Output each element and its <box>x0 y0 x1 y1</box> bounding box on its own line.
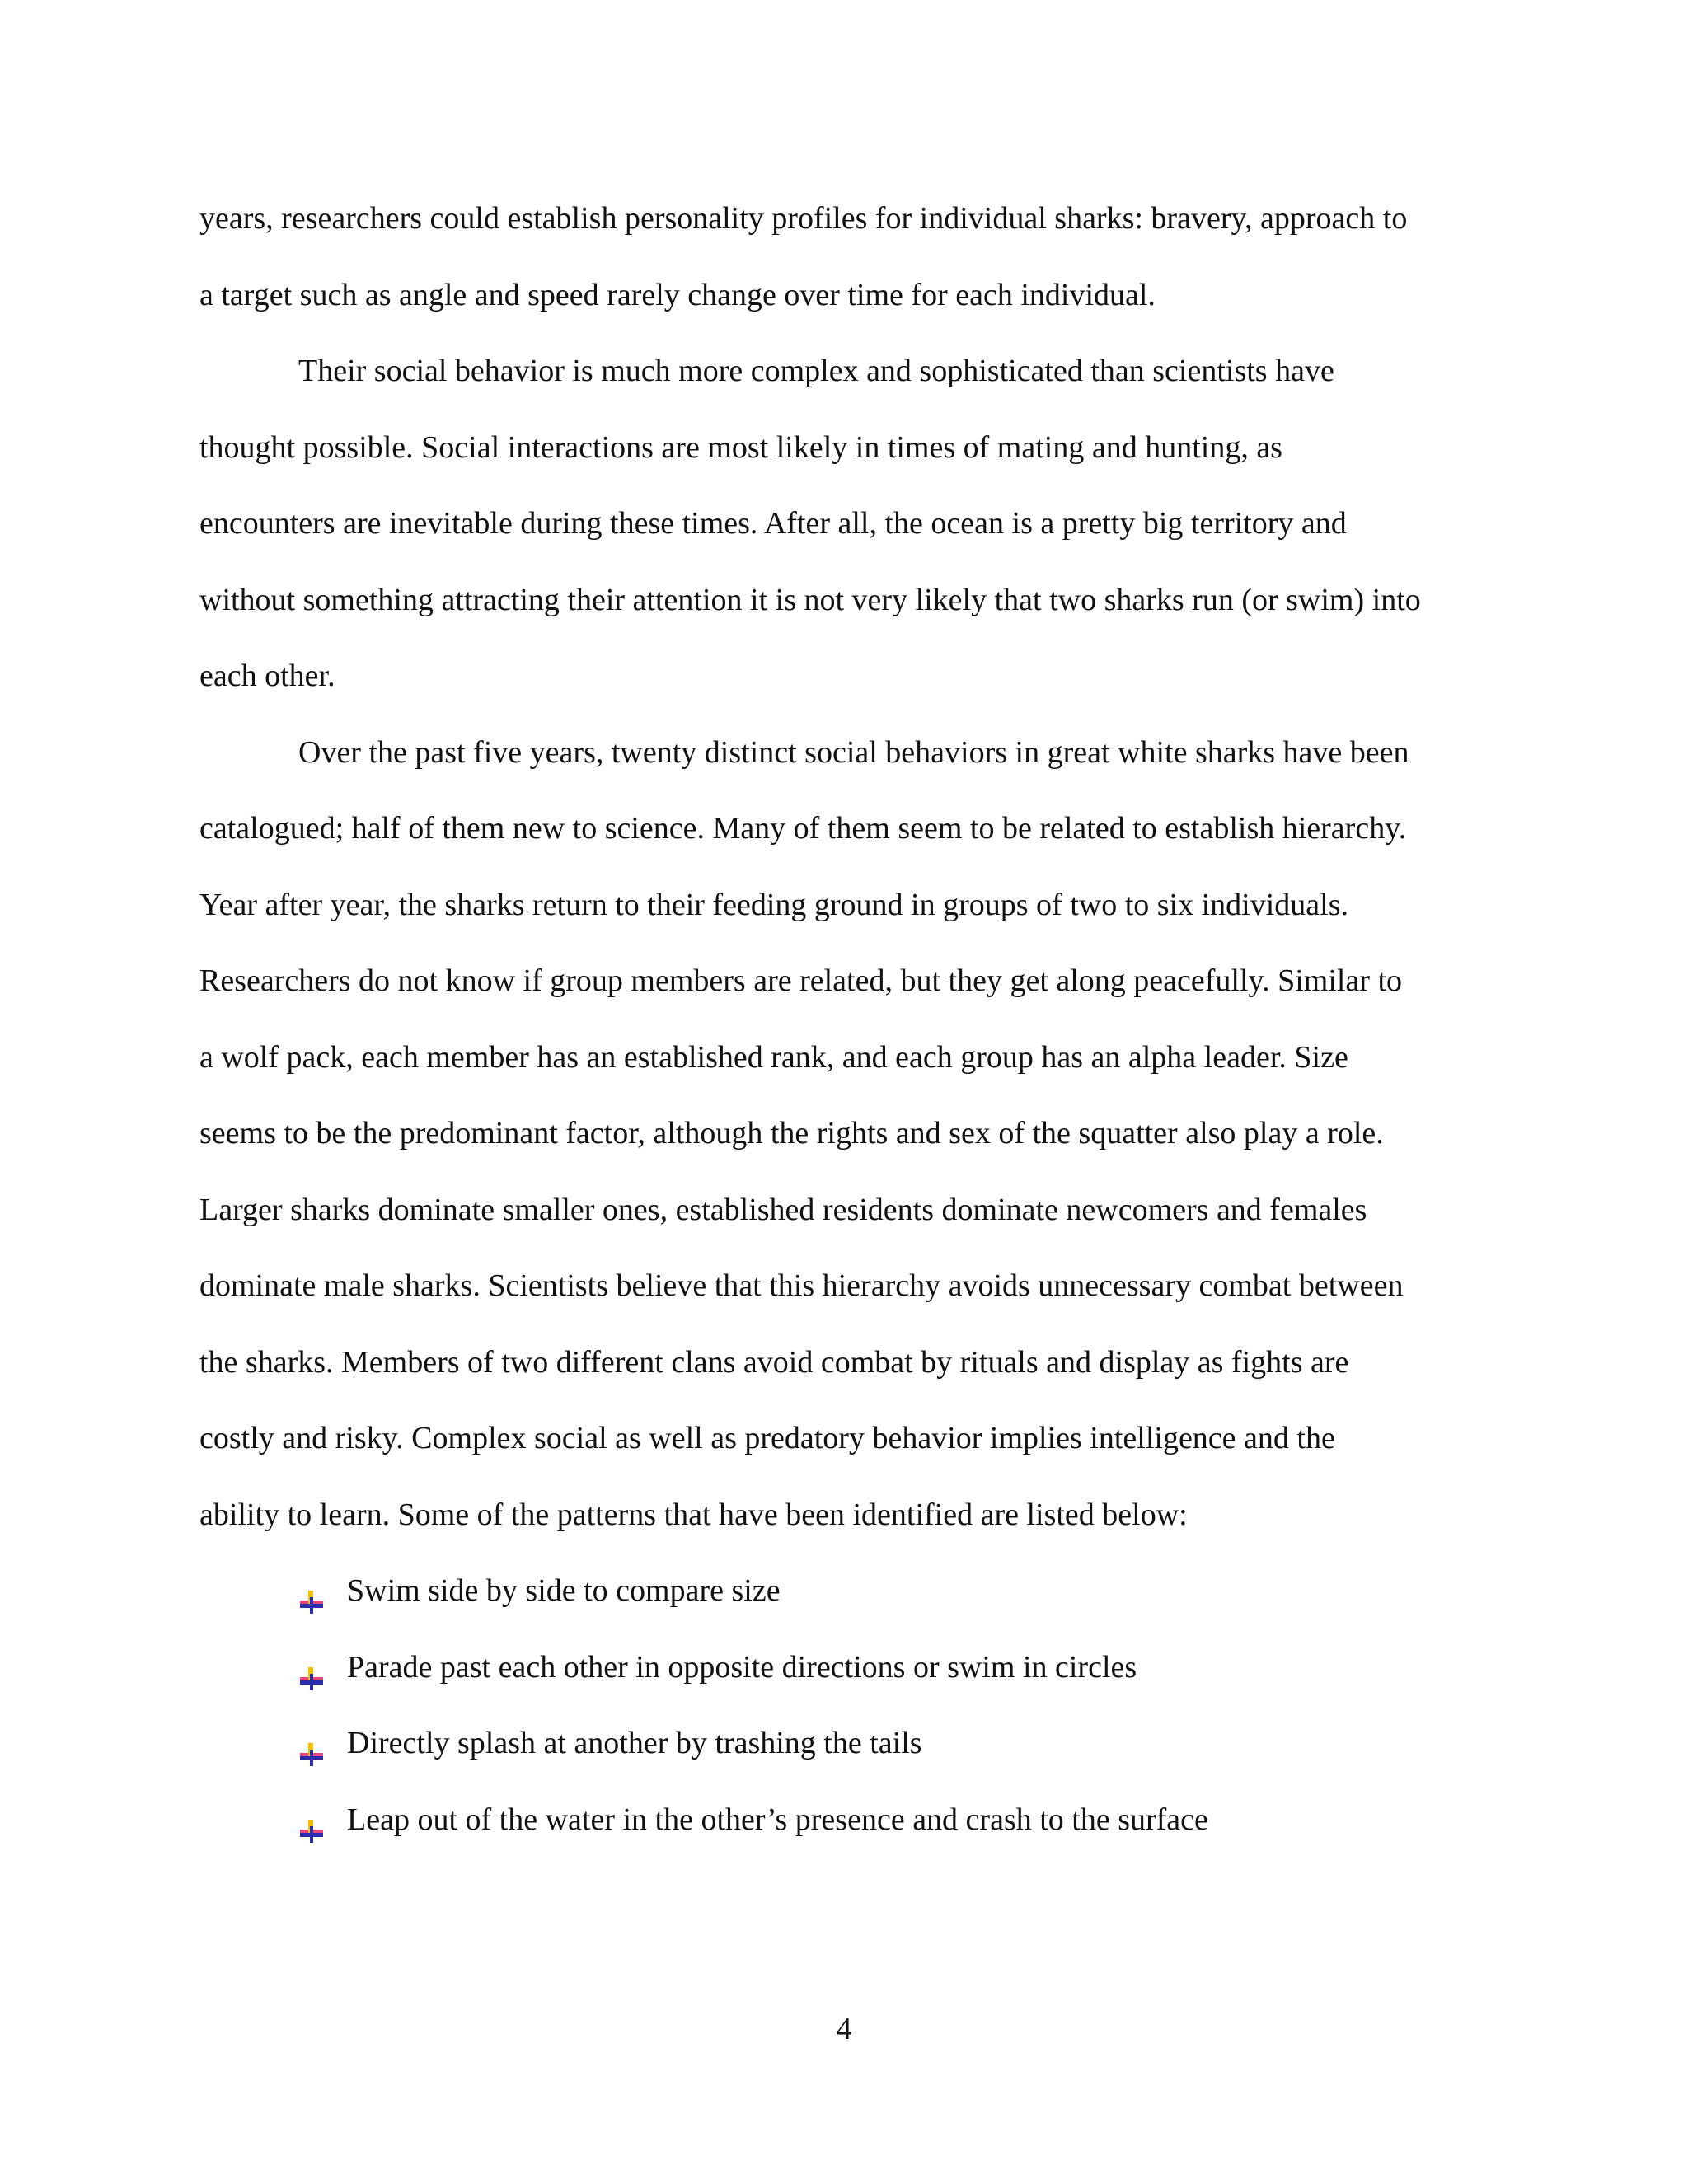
arrow-down-bullet-icon <box>298 1733 325 1760</box>
text-line: ability to learn. Some of the patterns that have been identified are listed below: <box>199 1497 1188 1532</box>
text-line: catalogued; half of them new to science. Many of them seem to be related to establish hierarchy. <box>199 811 1407 846</box>
list-item <box>199 1643 1502 1719</box>
list-item-text: Leap out of the water in the other’s presence and crash to the surface <box>347 1802 1208 1837</box>
page-number: 4 <box>836 2012 852 2046</box>
text-line: costly and risky. Complex social as well as predatory behavior implies intelligence and the <box>199 1421 1335 1455</box>
arrow-down-bullet-icon <box>298 1581 325 1607</box>
text-line: seems to be the predominant factor, although the rights and sex of the squatter also play a role. <box>199 1116 1384 1151</box>
list-item-text: Swim side by side to compare size <box>347 1573 781 1608</box>
text-line: without something attracting their attention it is not very likely that two sharks run (or swim) into <box>199 582 1421 617</box>
text-line: Year after year, the sharks return to their feeding ground in groups of two to six individuals. <box>199 887 1348 922</box>
text-line: Researchers do not know if group members are related, but they get along peacefully. Similar to <box>199 963 1403 998</box>
arrow-down-bullet-icon <box>298 1657 325 1684</box>
list-item <box>199 1566 1502 1643</box>
paragraph-start-line: Their social behavior is much more complex and sophisticated than scientists have <box>298 354 1334 388</box>
text-line: a target such as angle and speed rarely change over time for each individual. <box>199 277 1156 312</box>
text-line: dominate male sharks. Scientists believe that this hierarchy avoids unnecessary combat between <box>199 1268 1404 1303</box>
text-line: each other. <box>199 658 335 693</box>
list-item <box>199 1718 1502 1795</box>
text-line: a wolf pack, each member has an established rank, and each group has an alpha leader. Size <box>199 1039 1348 1075</box>
bullet-list <box>199 1566 1502 1871</box>
list-item-text: Directly splash at another by trashing the tails <box>347 1726 922 1760</box>
text-line: Larger sharks dominate smaller ones, established residents dominate newcomers and females <box>199 1192 1367 1227</box>
text-line: years, researchers could establish personality profiles for individual sharks: bravery, approach to <box>199 201 1408 236</box>
list-item-text: Parade past each other in opposite directions or swim in circles <box>347 1649 1137 1685</box>
text-line: encounters are inevitable during these times. After all, the ocean is a pretty big territory and <box>199 506 1347 541</box>
list-item <box>199 1795 1502 1872</box>
arrow-down-bullet-icon <box>298 1810 325 1836</box>
text-line: thought possible. Social interactions are most likely in times of mating and hunting, as <box>199 429 1282 465</box>
body-text <box>199 194 1502 1871</box>
text-line: the sharks. Members of two different clans avoid combat by rituals and display as fights are <box>199 1344 1349 1380</box>
paragraph-start-line: Over the past five years, twenty distinct social behaviors in great white sharks have been <box>298 734 1409 770</box>
